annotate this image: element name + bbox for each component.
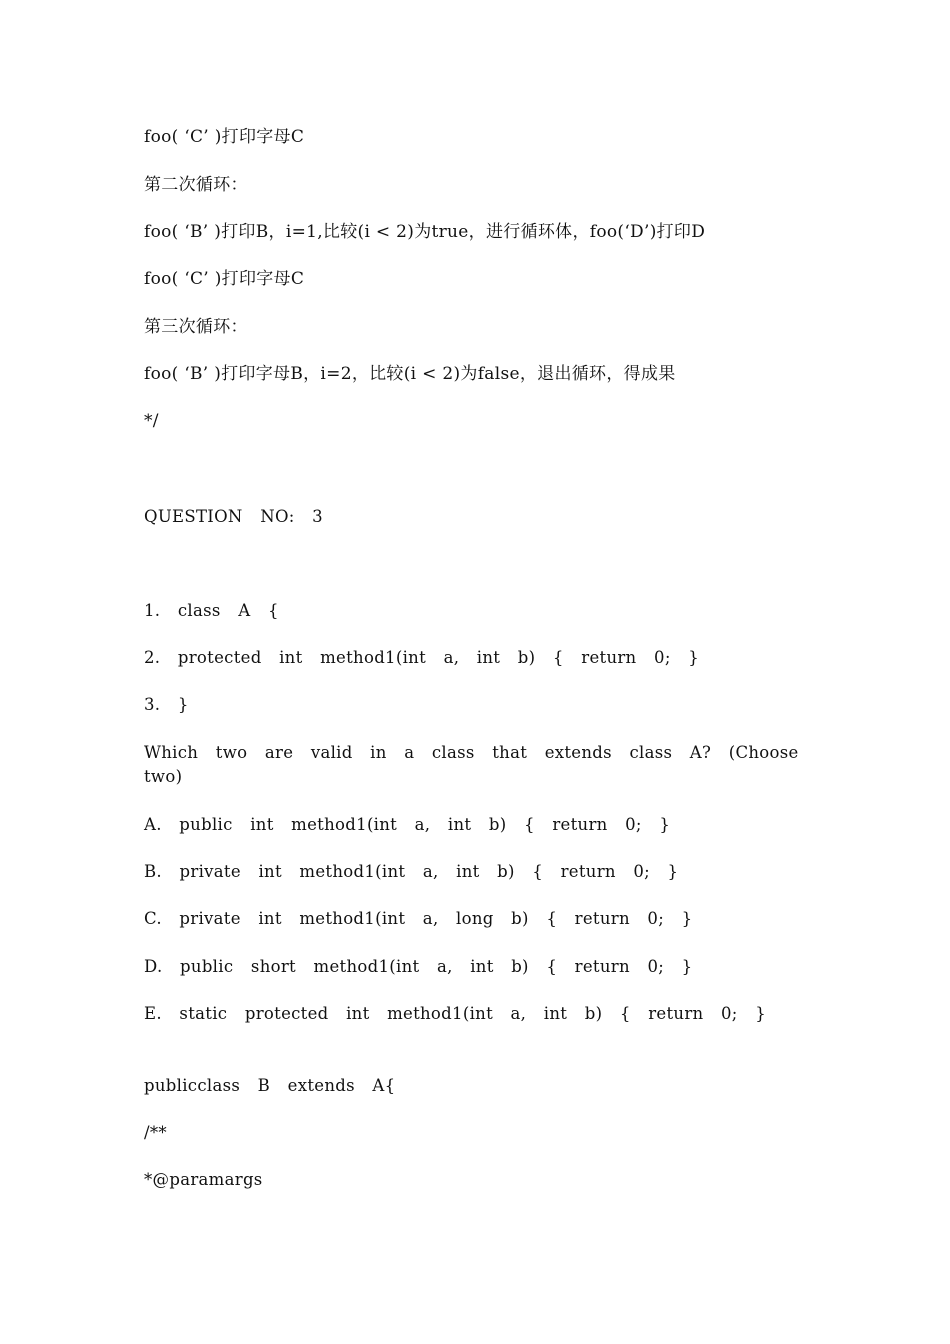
code-line: *@paramargs: [144, 1170, 263, 1189]
code-line: 3. }: [144, 695, 189, 714]
text-line: 第二次循环：: [144, 175, 248, 195]
option-b: B. private int method1(int a, int b) { return 0; }: [144, 862, 679, 881]
comment-end: */: [144, 411, 159, 431]
question-heading: QUESTION NO: 3: [144, 507, 323, 526]
option-a: A. public int method1(int a, int b) { return 0; }: [144, 815, 671, 834]
code-line: /**: [144, 1123, 167, 1142]
option-c: C. private int method1(int a, long b) { return 0; }: [144, 909, 693, 928]
text-line: foo( ‘C’ )打印字母C: [144, 269, 305, 289]
text-line: foo( ‘B’ )打印B，i=1,比较(i < 2)为true，进行循环体，foo(‘D’)打印D: [144, 222, 706, 242]
text-line: 第三次循环：: [144, 317, 248, 337]
code-line: 2. protected int method1(int a, int b) { return 0; }: [144, 648, 700, 667]
question-prompt: Which two are valid in a class that extends class A? (Choose two): [144, 743, 799, 786]
option-e: E. static protected int method1(int a, int b) { return 0; }: [144, 1004, 767, 1023]
code-line: publicclass B extends A{: [144, 1076, 396, 1095]
text-line: foo( ‘B’ )打印字母B，i=2，比较(i < 2)为false，退出循环，得成果: [144, 364, 676, 384]
text-line: foo( ‘C’ )打印字母C: [144, 127, 305, 147]
code-line: 1. class A {: [144, 601, 279, 620]
option-d: D. public short method1(int a, int b) { return 0; }: [144, 957, 693, 976]
